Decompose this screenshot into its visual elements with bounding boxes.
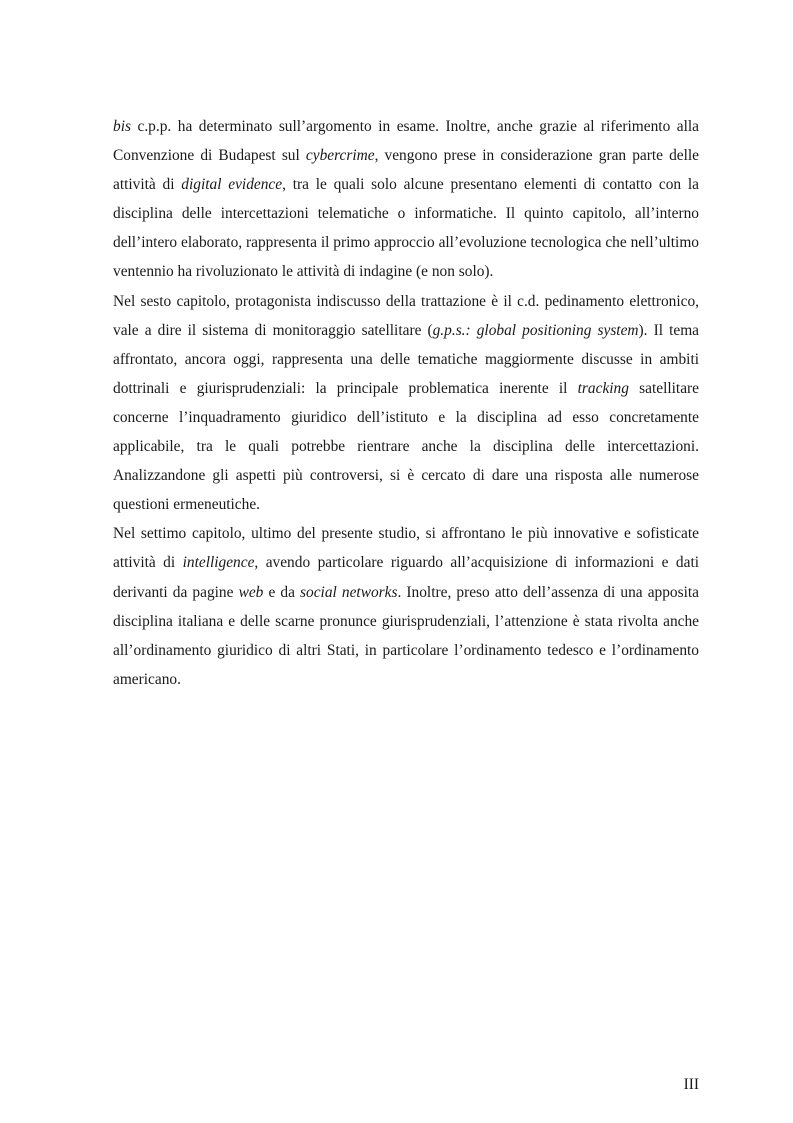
text-segment: social networks [300, 583, 398, 601]
text-segment: Nel settimo capitolo, ultimo del presente studio, si affrontano le più innovative e sofisticate attività di [113, 525, 699, 572]
text-segment: g.p.s.: global positioning system [432, 321, 639, 339]
paragraph-2 [113, 287, 699, 520]
paragraph-3 [113, 519, 699, 694]
text-segment: intelligence [182, 554, 255, 572]
text-segment: digital evidence [181, 176, 283, 194]
text-segment: Nel sesto capitolo, protagonista indiscusso della trattazione è il c.d. pedinamento elettronico, vale a dire il sistema di monitoraggio satellitare ( [113, 292, 699, 339]
text-segment: satellitare concerne l’inquadramento giuridico dell’istituto e la disciplina ad esso concretamente applicabile, tra le quali potrebbe rientrare anche la disciplina delle intercettazioni. Analizzandone gli aspetti più controversi, si è cercato di dare una risposta alle numerose questioni ermeneutiche. [113, 379, 699, 514]
text-segment: , vengono prese in considerazione gran parte delle attività di [113, 147, 700, 194]
paragraph-1 [113, 112, 699, 287]
text-segment: . Inoltre, preso atto dell’assenza di una apposita disciplina italiana e delle scarne pronunce giurisprudenziali, l’attenzione è stata rivolta anche all’ordinamento giuridico di altri Stati, in particolare l’ordinamento tedesco e l’ordinamento americano. [113, 583, 699, 688]
text-segment: web [238, 583, 264, 601]
text-segment: , tra le quali solo alcune presentano elementi di contatto con la disciplina delle intercettazioni telematiche o informatiche. Il quinto capitolo, all’interno dell’intero elaborato, rappresenta il primo approccio all’evoluzione tecnologica che nell’ultimo ventennio ha rivoluzionato le attività di indagine (e non solo). [113, 176, 699, 281]
text-segment: bis [113, 118, 131, 135]
text-segment: , avendo particolare riguardo all’acquisizione di informazioni e dati derivanti da pagine [113, 554, 700, 601]
body-text [113, 112, 699, 694]
text-segment: tracking [577, 379, 629, 397]
text-segment: ). Il tema affrontato, ancora oggi, rappresenta una delle tematiche maggiormente discusse in ambiti dottrinali e giurisprudenziali: la principale problematica inerente il [113, 321, 699, 397]
text-segment: c.p.p. ha determinato sull’argomento in esame. Inoltre, anche grazie al riferimento alla Convenzione di Budapest sul [113, 118, 699, 165]
text-segment: cybercrime [305, 147, 375, 165]
text-segment: e da [263, 583, 301, 601]
page-number: III [683, 1076, 699, 1093]
